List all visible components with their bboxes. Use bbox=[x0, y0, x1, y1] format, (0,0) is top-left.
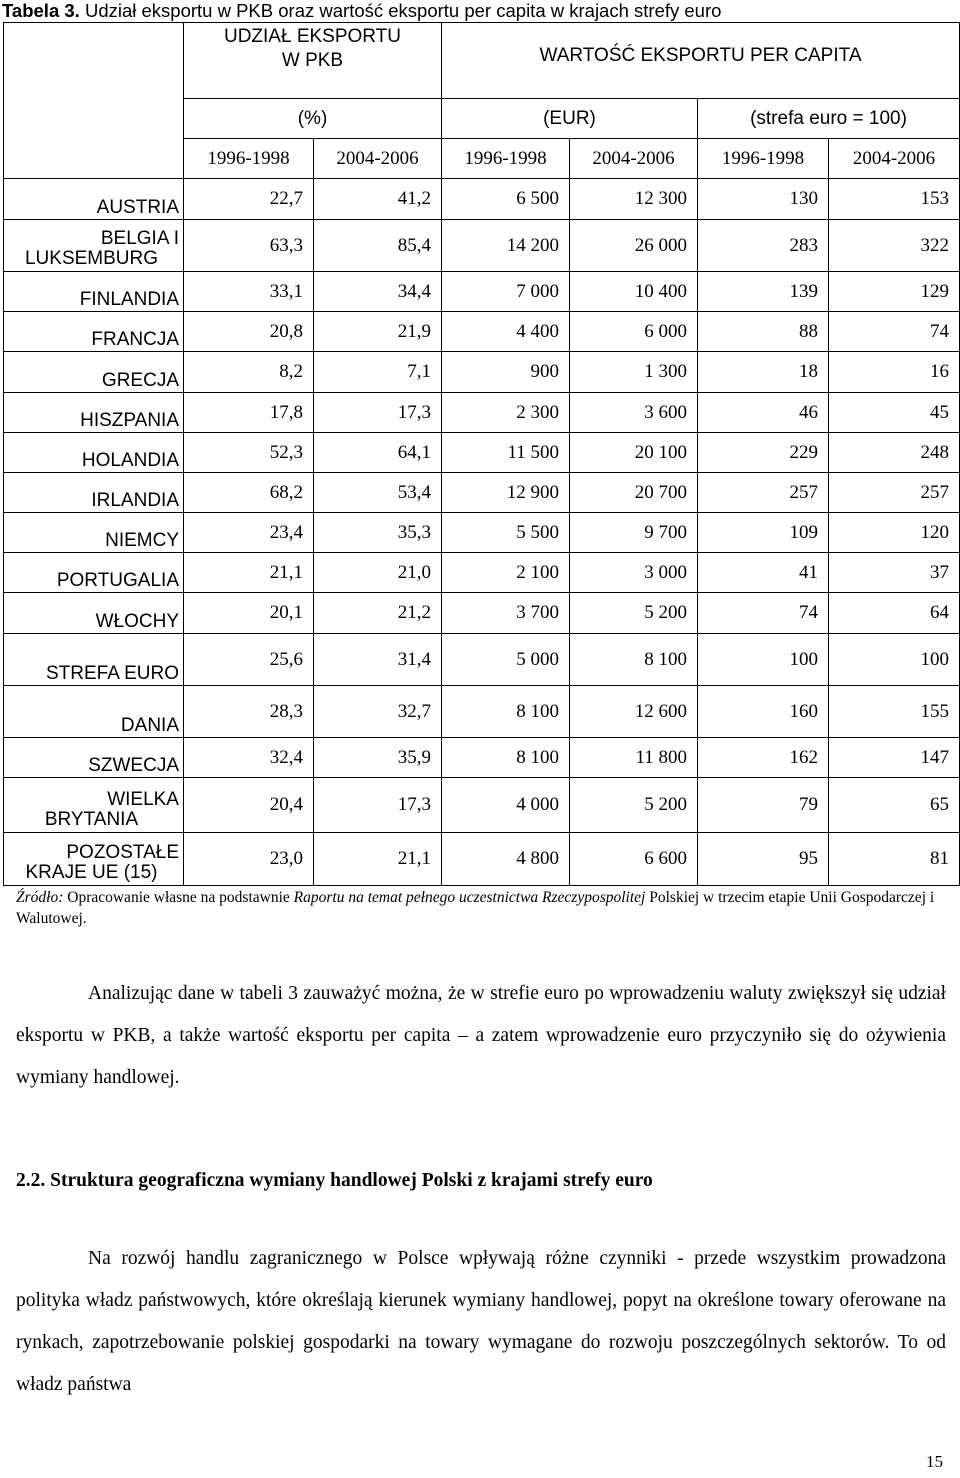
table-row bbox=[4, 553, 960, 593]
country-cell: AUSTRIA bbox=[4, 179, 184, 220]
value-cell: 37 bbox=[829, 553, 960, 593]
table-row bbox=[4, 179, 960, 220]
value-cell: 63,3 bbox=[184, 220, 314, 272]
value-cell: 248 bbox=[829, 433, 960, 473]
source-title: Raportu na temat pełnego uczestnictwa Rzeczypospolitej bbox=[293, 889, 646, 906]
value-cell: 17,3 bbox=[314, 393, 442, 433]
value-cell: 21,2 bbox=[314, 593, 442, 634]
source-text1: Opracowanie własne na podstawnie bbox=[63, 889, 294, 906]
paragraph-trade-factors-rest: wszystkim prowadzona polityka władz państwowych, które określają kierunek wymiany handlowej, popyt na określone towary oferowane na rynkach, zapotrzebowanie polskiej gospodarki na towary wymagane do rozwoju poszczególnych sektorów. To od władz państwa bbox=[16, 1248, 946, 1395]
table-row bbox=[4, 272, 960, 312]
header-unit-percent: (%) bbox=[184, 99, 442, 139]
value-cell: 12 900 bbox=[442, 473, 570, 513]
value-cell: 160 bbox=[698, 686, 829, 738]
table-row bbox=[4, 352, 960, 393]
country-cell: DANIA bbox=[4, 686, 184, 738]
value-cell: 79 bbox=[698, 778, 829, 833]
header-export-share-line2: W PKB bbox=[281, 50, 344, 71]
value-cell: 130 bbox=[698, 179, 829, 220]
value-cell: 21,0 bbox=[314, 553, 442, 593]
table-caption-label: Tabela 3. bbox=[2, 0, 80, 21]
value-cell: 21,1 bbox=[314, 833, 442, 886]
country-cell: SZWECJA bbox=[4, 738, 184, 778]
value-cell: 229 bbox=[698, 433, 829, 473]
source-prefix: Źródło: bbox=[16, 889, 64, 906]
paragraph-analysis-first: Analizując dane w tabeli 3 zauważyć można, że w strefie euro po wprowadzeniu bbox=[88, 983, 725, 1004]
paragraph-trade-factors-first: Na rozwój handlu zagranicznego w Polsce wpływają różne czynniki - przede bbox=[88, 1248, 747, 1269]
country-cell bbox=[4, 833, 184, 886]
page-number: 15 bbox=[926, 1452, 943, 1471]
header-period: 2004-2006 bbox=[314, 139, 442, 179]
value-cell: 2 300 bbox=[442, 393, 570, 433]
value-cell: 21,1 bbox=[184, 553, 314, 593]
value-cell: 23,0 bbox=[184, 833, 314, 886]
value-cell: 45 bbox=[829, 393, 960, 433]
value-cell: 20,1 bbox=[184, 593, 314, 634]
value-cell: 34,4 bbox=[314, 272, 442, 312]
header-per-capita: WARTOŚĆ EKSPORTU PER CAPITA bbox=[442, 23, 960, 99]
paragraph-trade-factors bbox=[16, 1238, 946, 1406]
header-period: 2004-2006 bbox=[570, 139, 698, 179]
value-cell: 18 bbox=[698, 352, 829, 393]
country-cell: FINLANDIA bbox=[4, 272, 184, 312]
country-cell: NIEMCY bbox=[4, 513, 184, 553]
value-cell: 100 bbox=[829, 634, 960, 686]
value-cell: 7 000 bbox=[442, 272, 570, 312]
value-cell: 3 000 bbox=[570, 553, 698, 593]
paragraph-analysis-rest: waluty zwiększył się udział eksportu w PKB, a także wartość eksportu per capita – a zatem wprowadzenie euro przyczyniło się do ożywienia wymiany handlowej. bbox=[16, 983, 946, 1088]
value-cell: 64,1 bbox=[314, 433, 442, 473]
header-corner bbox=[4, 23, 184, 179]
country-name-line1: POZOSTAŁE bbox=[66, 842, 179, 863]
value-cell: 1 300 bbox=[570, 352, 698, 393]
country-name-line2: BRYTANIA bbox=[44, 809, 139, 830]
value-cell: 257 bbox=[829, 473, 960, 513]
header-period: 1996-1998 bbox=[442, 139, 570, 179]
value-cell: 41 bbox=[698, 553, 829, 593]
value-cell: 283 bbox=[698, 220, 829, 272]
country-cell: IRLANDIA bbox=[4, 473, 184, 513]
country-name-line1: WIELKA bbox=[107, 789, 179, 810]
value-cell: 129 bbox=[829, 272, 960, 312]
value-cell: 46 bbox=[698, 393, 829, 433]
value-cell: 20 700 bbox=[570, 473, 698, 513]
country-cell: STREFA EURO bbox=[4, 634, 184, 686]
value-cell: 17,8 bbox=[184, 393, 314, 433]
country-name-line2: KRAJE UE (15) bbox=[25, 862, 158, 883]
value-cell: 120 bbox=[829, 513, 960, 553]
paragraph-analysis bbox=[16, 973, 946, 1099]
table-row bbox=[4, 312, 960, 352]
value-cell: 4 000 bbox=[442, 778, 570, 833]
value-cell: 11 800 bbox=[570, 738, 698, 778]
value-cell: 22,7 bbox=[184, 179, 314, 220]
table-row bbox=[4, 593, 960, 634]
value-cell: 11 500 bbox=[442, 433, 570, 473]
value-cell: 85,4 bbox=[314, 220, 442, 272]
value-cell: 33,1 bbox=[184, 272, 314, 312]
value-cell: 3 600 bbox=[570, 393, 698, 433]
value-cell: 31,4 bbox=[314, 634, 442, 686]
value-cell: 109 bbox=[698, 513, 829, 553]
country-name-line1: BELGIA I bbox=[100, 228, 179, 249]
value-cell: 32,4 bbox=[184, 738, 314, 778]
country-cell bbox=[4, 220, 184, 272]
country-cell: GRECJA bbox=[4, 352, 184, 393]
value-cell: 162 bbox=[698, 738, 829, 778]
value-cell: 35,9 bbox=[314, 738, 442, 778]
table-row bbox=[4, 393, 960, 433]
source-text2: Polskiej w trzecim etapie Unii Gospodarczej i Walutowej. bbox=[16, 889, 935, 927]
header-period: 2004-2006 bbox=[829, 139, 960, 179]
value-cell: 139 bbox=[698, 272, 829, 312]
value-cell: 20 100 bbox=[570, 433, 698, 473]
value-cell: 6 000 bbox=[570, 312, 698, 352]
value-cell: 8,2 bbox=[184, 352, 314, 393]
value-cell: 68,2 bbox=[184, 473, 314, 513]
value-cell: 2 100 bbox=[442, 553, 570, 593]
value-cell: 8 100 bbox=[442, 686, 570, 738]
value-cell: 12 300 bbox=[570, 179, 698, 220]
value-cell: 88 bbox=[698, 312, 829, 352]
value-cell: 257 bbox=[698, 473, 829, 513]
value-cell: 100 bbox=[698, 634, 829, 686]
table-row bbox=[4, 634, 960, 686]
value-cell: 155 bbox=[829, 686, 960, 738]
table-row bbox=[4, 513, 960, 553]
value-cell: 81 bbox=[829, 833, 960, 886]
table-source-note bbox=[16, 887, 951, 929]
value-cell: 28,3 bbox=[184, 686, 314, 738]
value-cell: 12 600 bbox=[570, 686, 698, 738]
value-cell: 14 200 bbox=[442, 220, 570, 272]
value-cell: 4 800 bbox=[442, 833, 570, 886]
country-cell: FRANCJA bbox=[4, 312, 184, 352]
value-cell: 8 100 bbox=[570, 634, 698, 686]
value-cell: 4 400 bbox=[442, 312, 570, 352]
value-cell: 147 bbox=[829, 738, 960, 778]
header-row-titles bbox=[4, 23, 960, 99]
table-row bbox=[4, 833, 960, 886]
value-cell: 20,8 bbox=[184, 312, 314, 352]
header-unit-index: (strefa euro = 100) bbox=[698, 99, 960, 139]
value-cell: 7,1 bbox=[314, 352, 442, 393]
table-row bbox=[4, 433, 960, 473]
value-cell: 9 700 bbox=[570, 513, 698, 553]
value-cell: 20,4 bbox=[184, 778, 314, 833]
value-cell: 52,3 bbox=[184, 433, 314, 473]
value-cell: 21,9 bbox=[314, 312, 442, 352]
country-cell: HOLANDIA bbox=[4, 433, 184, 473]
table-caption-text: Udział eksportu w PKB oraz wartość eksportu per capita w krajach strefy euro bbox=[84, 0, 722, 21]
country-name-line2: LUKSEMBURG bbox=[24, 248, 159, 269]
header-export-share-line1: UDZIAŁ EKSPORTU bbox=[223, 26, 402, 47]
value-cell: 41,2 bbox=[314, 179, 442, 220]
table-row bbox=[4, 778, 960, 833]
table-row bbox=[4, 473, 960, 513]
section-heading: 2.2. Struktura geograficzna wymiany handlowej Polski z krajami strefy euro bbox=[16, 1170, 653, 1191]
value-cell: 74 bbox=[829, 312, 960, 352]
table-row bbox=[4, 220, 960, 272]
value-cell: 5 200 bbox=[570, 778, 698, 833]
value-cell: 10 400 bbox=[570, 272, 698, 312]
value-cell: 74 bbox=[698, 593, 829, 634]
value-cell: 6 500 bbox=[442, 179, 570, 220]
header-unit-eur: (EUR) bbox=[442, 99, 698, 139]
export-table bbox=[3, 22, 960, 886]
header-period: 1996-1998 bbox=[184, 139, 314, 179]
country-cell: WŁOCHY bbox=[4, 593, 184, 634]
table-row bbox=[4, 738, 960, 778]
value-cell: 65 bbox=[829, 778, 960, 833]
value-cell: 26 000 bbox=[570, 220, 698, 272]
value-cell: 6 600 bbox=[570, 833, 698, 886]
value-cell: 900 bbox=[442, 352, 570, 393]
value-cell: 95 bbox=[698, 833, 829, 886]
value-cell: 5 200 bbox=[570, 593, 698, 634]
value-cell: 8 100 bbox=[442, 738, 570, 778]
table-caption bbox=[2, 0, 721, 22]
value-cell: 17,3 bbox=[314, 778, 442, 833]
country-cell bbox=[4, 778, 184, 833]
header-period: 1996-1998 bbox=[698, 139, 829, 179]
value-cell: 32,7 bbox=[314, 686, 442, 738]
value-cell: 23,4 bbox=[184, 513, 314, 553]
table-row bbox=[4, 686, 960, 738]
value-cell: 5 000 bbox=[442, 634, 570, 686]
value-cell: 153 bbox=[829, 179, 960, 220]
country-cell: PORTUGALIA bbox=[4, 553, 184, 593]
country-cell: HISZPANIA bbox=[4, 393, 184, 433]
value-cell: 35,3 bbox=[314, 513, 442, 553]
value-cell: 322 bbox=[829, 220, 960, 272]
value-cell: 16 bbox=[829, 352, 960, 393]
value-cell: 3 700 bbox=[442, 593, 570, 634]
value-cell: 64 bbox=[829, 593, 960, 634]
header-export-share bbox=[184, 23, 442, 99]
value-cell: 53,4 bbox=[314, 473, 442, 513]
value-cell: 5 500 bbox=[442, 513, 570, 553]
value-cell: 25,6 bbox=[184, 634, 314, 686]
